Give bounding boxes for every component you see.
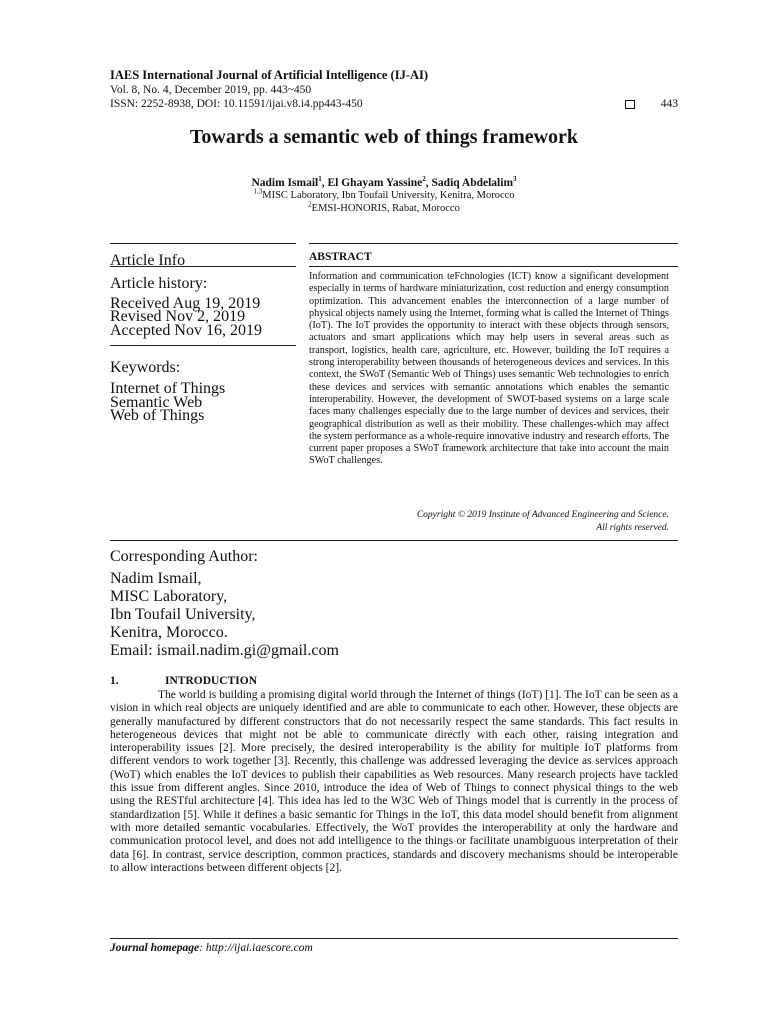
keyword-item: Semantic Web xyxy=(110,394,203,411)
keywords-heading: Keywords: xyxy=(110,359,181,376)
affiliation-text: MISC Laboratory, Ibn Toufail University, Kenitra, Morocco xyxy=(262,190,515,201)
divider xyxy=(110,938,678,939)
copyright-notice xyxy=(309,509,669,535)
abstract-text: Information and communication teFchnologies (ICT) know a significant development especially in terms of hardware miniaturization, cost reduction and energy consumption optimization. This advancement enables the interconnection of a large number of physical objects namely using the Internet, forming what is called the Internet of Things (IoT). The IoT provides the opportunity to interact with these objects through sensors, actuators and smart applications which may help users in several areas such as transport, logistics, health care, agriculture, etc. However, building the IoT requires a strong interoperability between thousands of heterogeneous devices and services. In this context, the SWoT (Semantic Web of Things) uses semantic Web technologies to enrich these devices and services with semantic annotations which enables the semantic interoperability. However, the development of SWOT-based systems on a large scale faces many challenges especially due to the large number of devices and services, their geographical distribution as well as their mobility. These challenges-which may affect the system performance as a whole-require innovative industry and research efforts. The current paper proposes a SWoT framework architecture that take into account the main SWoT challenges. xyxy=(309,271,670,467)
affiliation xyxy=(0,202,768,215)
affiliation-sup: 2 xyxy=(308,200,312,209)
divider xyxy=(110,540,678,541)
author-line: MISC Laboratory, xyxy=(110,588,228,605)
author-email: Email: ismail.nadim.gi@gmail.com xyxy=(110,642,339,659)
section-number: 1. xyxy=(110,675,119,687)
keyword-item: Web of Things xyxy=(110,407,205,424)
article-info-heading: Article Info xyxy=(110,252,186,269)
keyword-item: Internet of Things xyxy=(110,380,226,397)
article-history-heading: Article history: xyxy=(110,275,208,292)
copyright-line: All rights reserved. xyxy=(596,523,669,533)
section-heading xyxy=(110,675,257,687)
journal-header xyxy=(110,68,678,111)
author-sup: 3 xyxy=(513,175,517,184)
affiliation-sup: 1,3 xyxy=(253,187,263,196)
author-sup: 2 xyxy=(422,175,426,184)
copyright-line: Copyright © 2019 Institute of Advanced Engineering and Science. xyxy=(416,510,669,520)
author-name: Sadiq Abdelalim xyxy=(431,177,514,189)
corresponding-author-block xyxy=(110,570,370,660)
square-icon xyxy=(625,100,635,109)
author-line: Nadim Ismail, xyxy=(110,570,202,587)
abstract-heading: ABSTRACT xyxy=(309,251,372,263)
volume-line: Vol. 8, No. 4, December 2019, pp. 443~450 xyxy=(110,84,312,96)
author-line: Ibn Toufail University, xyxy=(110,606,256,623)
divider xyxy=(309,266,678,267)
author-list: Nadim Ismail$^1$, El Ghayam Yassine$^2$, Sadiq Abdelalim$^3$ xyxy=(251,175,517,189)
corresponding-author-heading: Corresponding Author: xyxy=(110,548,258,565)
journal-title: IAES International Journal of Artificial Intelligence (IJ-AI) xyxy=(110,68,429,82)
received-date: Received Aug 19, 2019 xyxy=(110,295,261,312)
section-title: INTRODUCTION xyxy=(165,675,258,687)
introduction-text: The world is building a promising digital world through the Internet of things (IoT) [1]. The IoT can be seen as a vision in which real objects are uniquely identified and are able to communicate to each other. However, these objects are generally manufactured by different constructors that do not necessarily respect the same standards. This fact results in heterogeneous devices that might not be able to communicate directly with each other, raising integration and interoperability issues [2]. More precisely, the desired interoperability is the ability for multiple IoT platforms from different vendors to work together [3]. Recently, this challenge was addressed leveraging the device as services approach (WoT) which enables the IoT devices to publish their capabilities as Web resources. Many research projects have tackled this issue from different angles. Since 2010, introduce the idea of Web of Things to connect physical things to the web using the RESTful architecture [4]. This idea has led to the W3C Web of Things model that is currently in the process of standardization [5]. While it defines a basic semantic for Things in the IoT, this data model should benefit from alignment with more detailed semantic vocabularies. Effectively, the WoT provides the interoperability at only the hardware and communication protocol level, and does not add intelligence to the things or facilitate unambiguous interpretation of their data [6]. In contrast, service description, common practices, standards and discovery mechanisms should be interoperable to allow interactions between different objects [2]. xyxy=(110,689,678,874)
page-number: 443 xyxy=(660,98,678,110)
paper-title: Towards a semantic web of things framework xyxy=(189,126,579,148)
author-name: Nadim Ismail xyxy=(251,177,319,189)
author-sup: 1 xyxy=(318,175,322,184)
divider xyxy=(309,243,678,244)
journal-homepage: Journal homepage: http://ijai.iaescore.com xyxy=(110,942,313,954)
affiliation-text: EMSI-HONORIS, Rabat, Morocco xyxy=(311,203,460,214)
issn-line: ISSN: 2252-8938, DOI: 10.11591/ijai.v8.i4.pp443-450 xyxy=(110,98,363,110)
divider xyxy=(110,243,296,244)
author-line: Kenitra, Morocco. xyxy=(110,624,228,641)
divider xyxy=(110,345,296,346)
homepage-link[interactable]: http://ijai.iaescore.com xyxy=(205,942,313,954)
affiliation xyxy=(0,189,768,202)
author-name: El Ghayam Yassine xyxy=(327,177,423,189)
accepted-date: Accepted Nov 16, 2019 xyxy=(110,322,262,339)
homepage-label: Journal homepage xyxy=(110,942,200,954)
revised-date: Revised Nov 2, 2019 xyxy=(110,308,246,325)
